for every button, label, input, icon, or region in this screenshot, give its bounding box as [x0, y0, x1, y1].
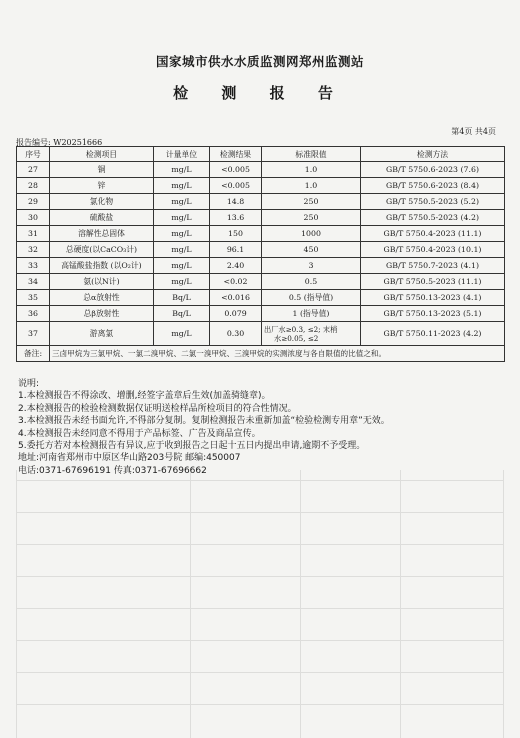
cell-item: 高锰酸盐指数 (以O₂计) — [50, 258, 154, 274]
cell-method: GB/T 5750.7-2023 (4.1) — [361, 258, 505, 274]
cell-result: <0.005 — [210, 162, 262, 178]
col-header-unit: 计量单位 — [154, 147, 210, 162]
table-row — [17, 322, 505, 346]
table-row — [17, 274, 505, 290]
note-line: 5.委托方若对本检测报告有异议,应于收到报告之日起十五日内提出申请,逾期不予受理。 — [18, 441, 366, 452]
cell-unit: mg/L — [154, 274, 210, 290]
notes-section — [18, 378, 390, 477]
table-header-row — [17, 147, 505, 162]
table-row — [17, 226, 505, 242]
cell-method: GB/T 5750.13-2023 (4.1) — [361, 290, 505, 306]
cell-item: 氨(以N计) — [50, 274, 154, 290]
show-through-table — [0, 470, 520, 738]
table-row — [17, 306, 505, 322]
cell-item: 铜 — [50, 162, 154, 178]
cell-limit: 1.0 — [262, 178, 361, 194]
remark-text: 三卤甲烷为三氯甲烷、一氯二溴甲烷、二氯一溴甲烷、三溴甲烷的实测浓度与各自限值的比值之和。 — [50, 346, 505, 362]
col-header-no: 序号 — [17, 147, 50, 162]
cell-result: <0.016 — [210, 290, 262, 306]
cell-no: 27 — [17, 162, 50, 178]
remark-label: 备注: — [17, 346, 50, 362]
cell-no: 28 — [17, 178, 50, 194]
cell-method: GB/T 5750.4-2023 (10.1) — [361, 242, 505, 258]
col-header-item: 检测项目 — [50, 147, 154, 162]
cell-method: GB/T 5750.13-2023 (5.1) — [361, 306, 505, 322]
cell-no: 29 — [17, 194, 50, 210]
cell-item: 总β放射性 — [50, 306, 154, 322]
table-row — [17, 194, 505, 210]
cell-no: 34 — [17, 274, 50, 290]
cell-limit: 250 — [262, 210, 361, 226]
limit-line-2: 水≥0.05, ≤2 — [274, 333, 319, 343]
cell-limit: 3 — [262, 258, 361, 274]
note-line: 3.本检测报告未经书面允许,不得部分复制。复制检测报告未重新加盖“检验检测专用章”无效。 — [18, 416, 390, 427]
cell-result: 2.40 — [210, 258, 262, 274]
cell-unit: mg/L — [154, 178, 210, 194]
cell-result: <0.02 — [210, 274, 262, 290]
cell-limit: 450 — [262, 242, 361, 258]
table-row — [17, 162, 505, 178]
cell-method: GB/T 5750.5-2023 (11.1) — [361, 274, 505, 290]
cell-unit: mg/L — [154, 322, 210, 346]
cell-result: 13.6 — [210, 210, 262, 226]
cell-method: GB/T 5750.5-2023 (4.2) — [361, 210, 505, 226]
table-row — [17, 290, 505, 306]
cell-unit: mg/L — [154, 242, 210, 258]
cell-no: 33 — [17, 258, 50, 274]
cell-method: GB/T 5750.4-2023 (11.1) — [361, 226, 505, 242]
cell-unit: mg/L — [154, 226, 210, 242]
cell-limit: 250 — [262, 194, 361, 210]
cell-item: 游离氯 — [50, 322, 154, 346]
cell-unit: mg/L — [154, 162, 210, 178]
cell-item: 总硬度(以CaCO₃计) — [50, 242, 154, 258]
cell-no: 31 — [17, 226, 50, 242]
table-row — [17, 178, 505, 194]
cell-no: 35 — [17, 290, 50, 306]
col-header-limit: 标准限值 — [262, 147, 361, 162]
cell-no: 36 — [17, 306, 50, 322]
cell-unit: mg/L — [154, 194, 210, 210]
document-title: 检 测 报 告 — [173, 84, 347, 102]
cell-result: 96.1 — [210, 242, 262, 258]
cell-item: 锌 — [50, 178, 154, 194]
cell-no: 37 — [17, 322, 50, 346]
cell-unit: Bq/L — [154, 306, 210, 322]
table-row — [17, 242, 505, 258]
col-header-method: 检测方法 — [361, 147, 505, 162]
table-row — [17, 210, 505, 226]
cell-item: 氯化物 — [50, 194, 154, 210]
cell-limit: 0.5 — [262, 274, 361, 290]
cell-unit: mg/L — [154, 258, 210, 274]
cell-result: <0.005 — [210, 178, 262, 194]
cell-limit: 1 (指导值) — [262, 306, 361, 322]
cell-no: 32 — [17, 242, 50, 258]
cell-method: GB/T 5750.6-2023 (8.4) — [361, 178, 505, 194]
cell-no: 30 — [17, 210, 50, 226]
address-line: 地址:河南省郑州市中原区华山路203号院 邮编:450007 — [18, 453, 241, 464]
cell-method: GB/T 5750.6-2023 (7.6) — [361, 162, 505, 178]
cell-unit: Bq/L — [154, 290, 210, 306]
limit-line-1: 出厂水≥0.3, ≤2; 末梢 — [264, 324, 338, 334]
cell-item: 总α放射性 — [50, 290, 154, 306]
cell-method: GB/T 5750.5-2023 (5.2) — [361, 194, 505, 210]
cell-limit: 0.5 (指导值) — [262, 290, 361, 306]
cell-result: 150 — [210, 226, 262, 242]
cell-unit: mg/L — [154, 210, 210, 226]
notes-title: 说明: — [18, 379, 40, 389]
cell-result: 14.8 — [210, 194, 262, 210]
cell-method: GB/T 5750.11-2023 (4.2) — [361, 322, 505, 346]
results-table — [16, 146, 505, 362]
cell-limit: 1000 — [262, 226, 361, 242]
report-number: 报告编号: W20251666 — [16, 138, 103, 147]
cell-item: 溶解性总固体 — [50, 226, 154, 242]
note-line: 4.本检测报告未经同意不得用于产品标签、广告及商品宣传。 — [18, 428, 261, 439]
cell-result: 0.30 — [210, 322, 262, 346]
cell-limit: 1.0 — [262, 162, 361, 178]
cell-item: 硫酸盐 — [50, 210, 154, 226]
organization-title: 国家城市供水水质监测网郑州监测站 — [155, 54, 364, 69]
page-number: 第4页 共4页 — [451, 127, 496, 136]
contact-line: 电话:0371-67696191 传真:0371-67696662 — [18, 465, 207, 476]
table-row — [17, 258, 505, 274]
col-header-result: 检测结果 — [210, 147, 262, 162]
cell-result: 0.079 — [210, 306, 262, 322]
note-line: 2.本检测报告的检验检测数据仅证明送检样品所检项目的符合性情况。 — [18, 403, 297, 414]
note-line: 1.本检测报告不得涂改、增删,经签字盖章后生效(加盖骑缝章)。 — [18, 391, 271, 402]
remark-row — [17, 346, 505, 362]
cell-limit — [262, 322, 361, 346]
